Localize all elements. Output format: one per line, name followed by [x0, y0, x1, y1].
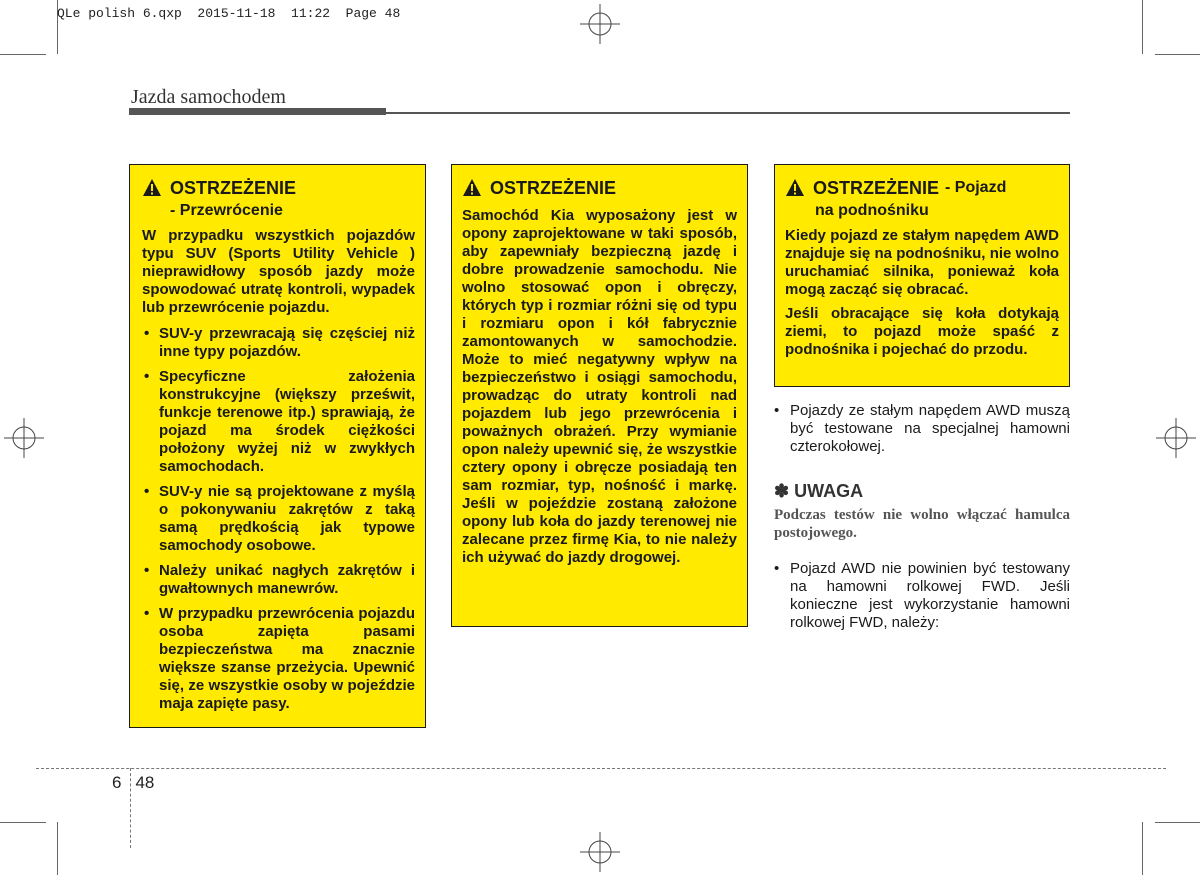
- registration-mark-icon: [4, 418, 44, 458]
- file-header: QLe polish 6.qxp 2015-11-18 11:22 Page 48: [57, 6, 401, 21]
- note-heading: [774, 482, 1070, 500]
- section-title: Jazda samochodem: [131, 86, 286, 108]
- title-rule: [386, 112, 1070, 114]
- warning-title-suffix: - Pojazd: [945, 179, 1007, 196]
- crop-mark: [1155, 54, 1200, 55]
- bullet-list: [774, 560, 1070, 632]
- title-rule: [129, 108, 386, 115]
- registration-mark-icon: [580, 832, 620, 872]
- warning-triangle-icon: [142, 178, 162, 197]
- bullet-list: [774, 402, 1070, 456]
- warning-intro: W przypadku wszystkich pojazdów typu SUV (Sports Utility Vehicle ) nieprawidłowy sposób jazdy może spowodować utratę kontroli, wypadek lub przewrócenie pojazdu.: [142, 227, 415, 316]
- crop-mark: [1142, 822, 1143, 875]
- warning-text: Samochód Kia wyposażony jest w opony zaprojektowane w taki sposób, aby zapewniały bezpieczną jazdę i dobre prowadzenie samochodu. Nie wolno stosować opon i obręczy, których typ i rozmiar różni się od typu i rozmiaru opon i kół fabrycznie zamontowanych w samochodzie. Może to mieć negatywny wpływ na bezpieczeństwo i osiągi samochodu, prowadząc do utraty kontroli nad pojazdem lub jego przewrócenia i poważnych obrażeń. Przy wymianie opon należy upewnić się, że wszystkie cztery opony i obręcze posiadają ten sam rozmiar, typ, nośność i markę. Jeśli w pojeździe zostaną założone opony lub koła do jazdy terenowej nie zalecane przez firmę Kia, to nie należy ich używać do jazdy drogowej.: [462, 207, 737, 566]
- list-item: • Specyficzne założenia konstrukcyjne (większy prześwit, funkcje terenowe itp.) sprawiają, że pojazd ma środek ciężkości położony wyżej niż w zwykłych samochodach.: [144, 368, 415, 475]
- list-item: • W przypadku przewrócenia pojazdu osoba zapięta pasami bezpieczeństwa ma znacznie większe szanse przeżycia. Upewnić się, ze wszystkie osoby w pojeździe maja zapięte pasy.: [144, 605, 415, 712]
- warning-paragraph: Kiedy pojazd ze stałym napędem AWD znajduje się na podnośniku, nie wolno uruchamiać silnika, ponieważ koła mogą zacząć się obracać.: [785, 227, 1059, 298]
- warning-bullet-list: [142, 325, 415, 713]
- note-star-icon: ✽: [774, 481, 790, 501]
- list-item: • Należy unikać nagłych zakrętów i gwałtownych manewrów.: [144, 562, 415, 597]
- registration-mark-icon: [580, 4, 620, 44]
- note-text: Podczas testów nie wolno włączać hamulca postojowego.: [774, 507, 1070, 541]
- warning-box-rollover: [129, 164, 426, 728]
- page-number-value: 48: [135, 773, 155, 792]
- note-title: UWAGA: [794, 481, 864, 501]
- warning-box-lift: [774, 164, 1070, 387]
- crop-mark: [1142, 0, 1143, 54]
- crop-mark: [0, 822, 46, 823]
- list-item: • SUV-y nie są projektowane z myślą o pokonywaniu zakrętów z taką samą prędkością jak typowe samochody osobowe.: [144, 483, 415, 554]
- warning-heading: [785, 177, 1059, 199]
- warning-triangle-icon: [462, 178, 482, 197]
- warning-title: OSTRZEŻENIE: [170, 178, 297, 198]
- registration-mark-icon: [1156, 418, 1196, 458]
- warning-subtitle: - Przewrócenie: [170, 202, 283, 219]
- warning-heading: [142, 177, 415, 199]
- crop-mark: [57, 822, 58, 875]
- body-column: [774, 402, 1070, 632]
- warning-title: OSTRZEŻENIE: [813, 178, 940, 198]
- warning-subtitle: na podnośniku: [815, 202, 929, 219]
- warning-title: OSTRZEŻENIE: [490, 178, 617, 198]
- crop-mark: [1155, 822, 1200, 823]
- warning-box-tires: [451, 164, 748, 627]
- page-number: [112, 773, 154, 793]
- footer-divider: [36, 768, 1166, 769]
- list-item: • Pojazd AWD nie powinien być testowany na hamowni rolkowej FWD. Jeśli konieczne jest wykorzystanie hamowni rolkowej FWD, należy:: [774, 560, 1070, 631]
- list-item: • Pojazdy ze stałym napędem AWD muszą być testowane na specjalnej hamowni czterokołowej.: [774, 402, 1070, 455]
- chapter-number: 6: [112, 773, 122, 792]
- warning-heading: [462, 177, 737, 199]
- warning-triangle-icon: [785, 178, 805, 197]
- list-item: • SUV-y przewracają się częściej niż inne typy pojazdów.: [144, 325, 415, 360]
- warning-paragraph: Jeśli obracające się koła dotykają ziemi, to pojazd może spaść z podnośnika i pojechać do przodu.: [785, 305, 1059, 358]
- crop-mark: [0, 54, 46, 55]
